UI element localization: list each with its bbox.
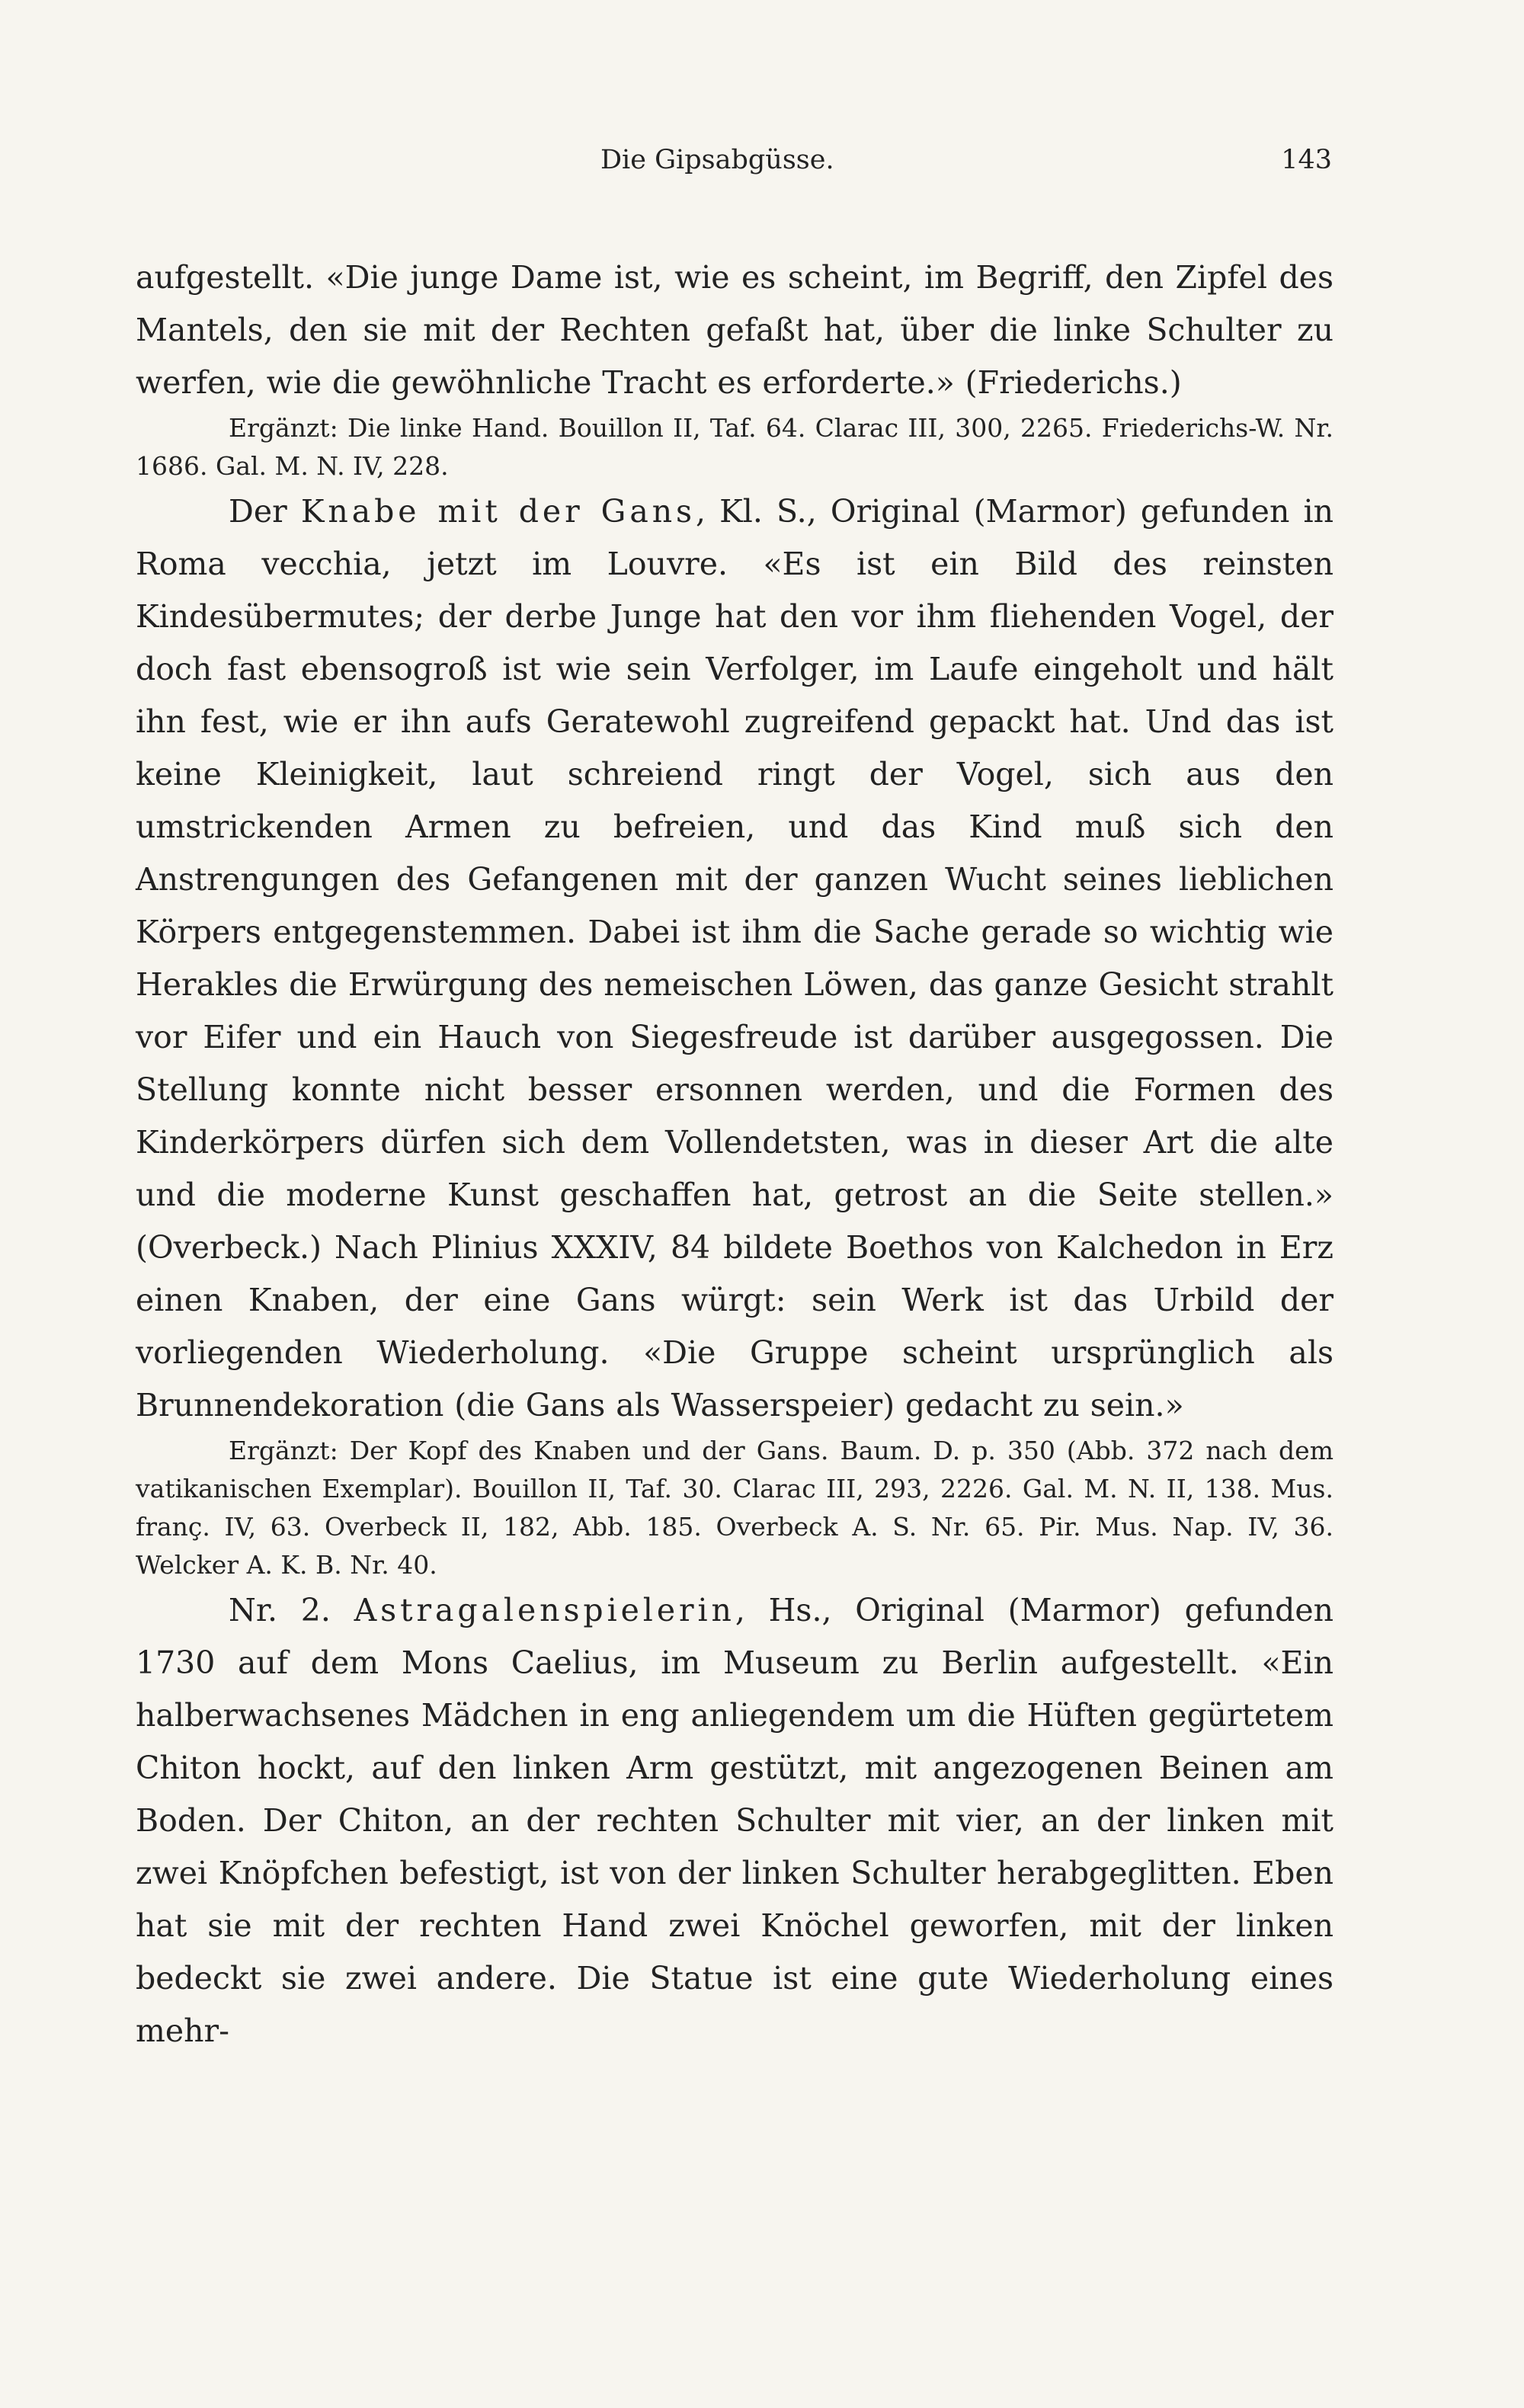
paragraph-1: aufgestellt. «Die junge Dame ist, wie es scheint, im Begriff, den Zipfel des Mantels, den sie mit der Rechten gefaßt hat, über die linke Schulter zu werfen, wie die gewöhnliche Tracht es erforderte.» (Friederichs.)	[136, 259, 1334, 401]
entry-title-astragalenspielerin: Astragalenspielerin	[354, 1592, 735, 1628]
paragraph-3-lead: Nr. 2.	[229, 1592, 354, 1628]
page-body	[136, 251, 1334, 2057]
paragraph-3	[136, 1584, 1334, 2057]
running-header	[136, 145, 1332, 191]
paragraph-2-text: , Kl. S., Original (Marmor) gefunden in Roma vecchia, jetzt im Louvre. «Es ist ein Bild des reinsten Kindesübermutes; der derbe Junge hat den vor ihm fliehenden Vogel, der doch fast ebensogroß ist wie sein Verfolger, im Laufe eingeholt und hält ihn fest, wie er ihn aufs Geratewohl zugreifend gepackt hat. Und das ist keine Kleinigkeit, laut schreiend ringt der Vogel, sich aus den umstrickenden Armen zu befreien, und das Kind muß sich den Anstrengungen des Gefangenen mit der ganzen Wucht seines lieblichen Körpers entgegenstemmen. Dabei ist ihm die Sache gerade so wichtig wie Herakles die Erwürgung des nemeischen Löwen, das ganze Gesicht strahlt vor Eifer und ein Hauch von Siegesfreude ist darüber ausgegossen. Die Stellung konnte nicht besser ersonnen werden, und die Formen des Kinderkörpers dürfen sich dem Vollendetsten, was in dieser Art die alte und die moderne Kunst geschaffen hat, getrost an die Seite stellen.» (Overbeck.) Nach Plinius XXXIV, 84 bildete Boethos von Kalchedon in Erz einen Knaben, der eine Gans würgt: sein Werk ist das Urbild der vorliegenden Wiederholung. «Die Gruppe scheint ursprünglich als Brunnendekoration (die Gans als Wasserspeier) gedacht zu sein.»	[136, 493, 1334, 1423]
paragraph-2-lead: Der	[229, 493, 301, 530]
paragraph-3-text: , Hs., Original (Marmor) gefunden 1730 auf dem Mons Caelius, im Museum zu Berlin aufgestellt. «Ein halberwachsenes Mädchen in eng anliegendem um die Hüften gegürtetem Chiton hockt, auf den linken Arm gestützt, mit angezogenen Beinen am Boden. Der Chiton, an der rechten Schulter mit vier, an der linken mit zwei Knöpfchen befestigt, ist von der linken Schulter herabgeglitten. Eben hat sie mit der rechten Hand zwei Knöchel geworfen, mit der linken bedeckt sie zwei andere. Die Statue ist eine gute Wiederholung eines mehr-	[136, 1592, 1334, 2049]
paragraph-2	[136, 485, 1334, 1432]
entry-title-knabe-mit-der-gans: Knabe mit der Gans	[300, 493, 696, 530]
footnote-1: Ergänzt: Die linke Hand. Bouillon II, Taf. 64. Clarac III, 300, 2265. Friederichs-W. Nr. 1686. Gal. M. N. IV, 228.	[136, 413, 1334, 481]
footnote-2: Ergänzt: Der Kopf des Knaben und der Gans. Baum. D. p. 350 (Abb. 372 nach dem vatikanischen Exemplar). Bouillon II, Taf. 30. Clarac III, 293, 2226. Gal. M. N. II, 138. Mus. franç. IV, 63. Overbeck II, 182, Abb. 185. Overbeck A. S. Nr. 65. Pir. Mus. Nap. IV, 36. Welcker A. K. B. Nr. 40.	[136, 1436, 1334, 1580]
page-number: 143	[1281, 145, 1332, 175]
header-title: Die Gipsabgüsse.	[600, 145, 834, 175]
